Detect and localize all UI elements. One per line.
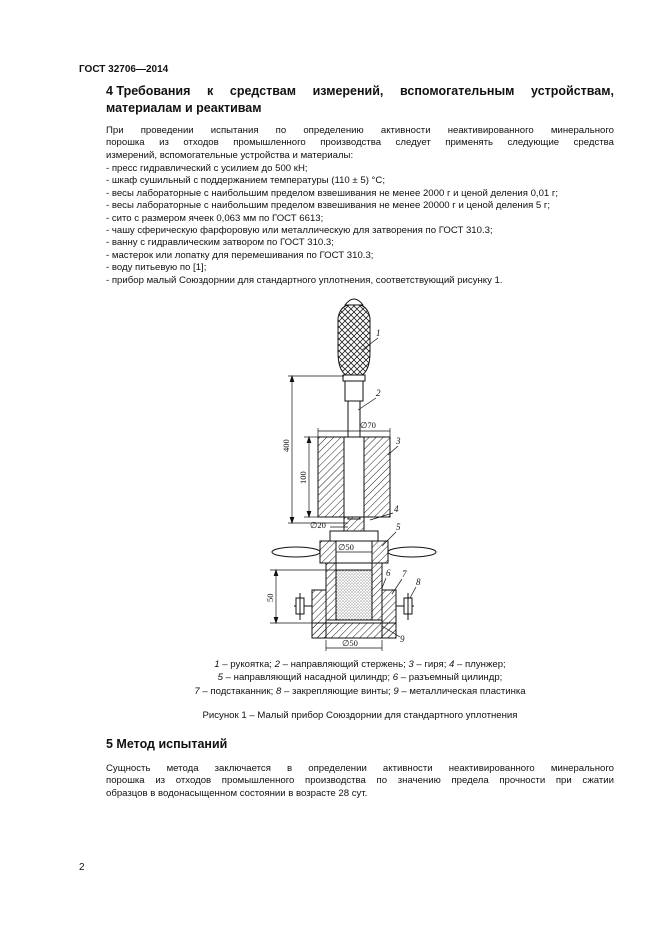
list-item: - прибор малый Союздорнии для стандартного уплотнения, соответствующий рисунку 1. (106, 274, 503, 286)
list-item: - сито с размером ячеек 0,063 мм по ГОСТ 6613; (106, 212, 324, 224)
legend-text: – разъемный цилиндр; (398, 672, 503, 684)
title-word: средствам (229, 84, 296, 98)
metal-plate (326, 620, 382, 623)
dimension-label: 50 (265, 593, 275, 602)
legend-number: 7 (194, 685, 200, 697)
legend-line (106, 671, 614, 684)
legend-line (106, 685, 614, 698)
list-item: - мастерок или лопатку для перемешивания по ГОСТ 310.3; (106, 249, 374, 261)
title-word: 4 Требования (106, 84, 191, 98)
intro-line: порошка из отходов промышленного производства следует применять следующие средства (106, 137, 614, 149)
legend-number: 5 (217, 672, 223, 684)
body-line: Сущность метода заключается в определении активности неактивированного минерального (106, 763, 614, 774)
list-item: - чашу сферическую фарфоровую или металлическую для затворения по ГОСТ 310.3; (106, 225, 493, 237)
callout-number: 3 (396, 436, 401, 446)
title-word: измерений, (312, 84, 384, 98)
list-item: - ванну с гидравлическим затвором по ГОСТ 310.3; (106, 237, 334, 249)
body-line: образцов в водонасыщенном состоянии в возрасте 28 сут. (106, 787, 368, 799)
dimension-label: 400 (281, 439, 291, 452)
legend-text: – металлическая пластинка (398, 685, 526, 697)
callout-number: 9 (400, 634, 405, 644)
dimension-label: ∅50 (338, 542, 354, 552)
legend-number: 1 (214, 659, 220, 670)
legend-number: 3 (408, 659, 414, 670)
callout-number: 4 (394, 504, 399, 514)
dimension-label: ∅70 (360, 420, 376, 430)
dimension-label: ∅20 (310, 520, 326, 530)
callout-number: 5 (396, 522, 401, 532)
dimension-label: ∅50 (342, 638, 358, 648)
plunger (330, 517, 378, 541)
title-word: к (207, 84, 214, 98)
list-item: - шкаф сушильный с поддержанием температуры (110 ± 5) °С; (106, 175, 385, 187)
legend-number: 8 (275, 685, 282, 697)
legend-number: 4 (449, 659, 455, 670)
list-item: - весы лабораторные с наибольшим пределом взвешивания не менее 2000 г и ценой деления 0,01 г; (106, 187, 559, 199)
list-item: - весы лабораторные с наибольшим пределом взвешивания не менее 20000 г и ценой деления 5 г; (106, 200, 551, 212)
legend-number: 6 (392, 672, 399, 684)
weight (318, 437, 390, 517)
list-item: - пресс гидравлический с усилием до 500 кН; (106, 163, 308, 174)
section-5-title: 5 Метод испытаний (106, 737, 228, 751)
callout-number: 1 (376, 328, 381, 338)
figure-caption: Рисунок 1 – Малый прибор Союздорнии для стандартного уплотнения (202, 710, 518, 721)
body-line: порошка из отходов промышленного производства по значению предела прочности при сжатии (106, 775, 614, 787)
handle (338, 299, 370, 381)
legend-text: – закрепляющие винты; (281, 685, 394, 697)
legend-number: 9 (393, 685, 399, 697)
legend-text: – направляющий насадной цилиндр; (223, 672, 393, 684)
callout-number: 6 (386, 568, 391, 578)
dimension-label: 100 (298, 471, 308, 484)
legend-text: – направляющий стержень; (279, 659, 409, 670)
legend-text: – рукоятка; (219, 659, 275, 670)
page-number: 2 (79, 862, 85, 873)
section-4-title-line2: материалам и реактивам (106, 101, 262, 115)
legend-text: – гиря; (413, 659, 450, 670)
figure-legend (106, 658, 614, 698)
section-5-body (106, 763, 614, 800)
title-word: вспомогательным (400, 84, 515, 98)
intro-line: При проведении испытания по определению активности неактивированного минерального (106, 125, 614, 136)
intro-line: измерений, вспомогательные устройства и материалы: (106, 149, 354, 161)
legend-text: – подстаканник; (199, 685, 276, 697)
legend-number: 2 (274, 659, 280, 670)
title-word: устройствам, (531, 84, 614, 98)
list-item: - воду питьевую по [1]; (106, 262, 207, 274)
callout-number: 2 (376, 388, 381, 398)
legend-text: – плунжер; (454, 659, 506, 670)
callout-number: 8 (416, 577, 421, 587)
document-header: ГОСТ 32706—2014 (79, 64, 169, 75)
legend-line (106, 658, 614, 671)
callout-number: 7 (402, 569, 407, 579)
split-cylinder (326, 563, 382, 623)
